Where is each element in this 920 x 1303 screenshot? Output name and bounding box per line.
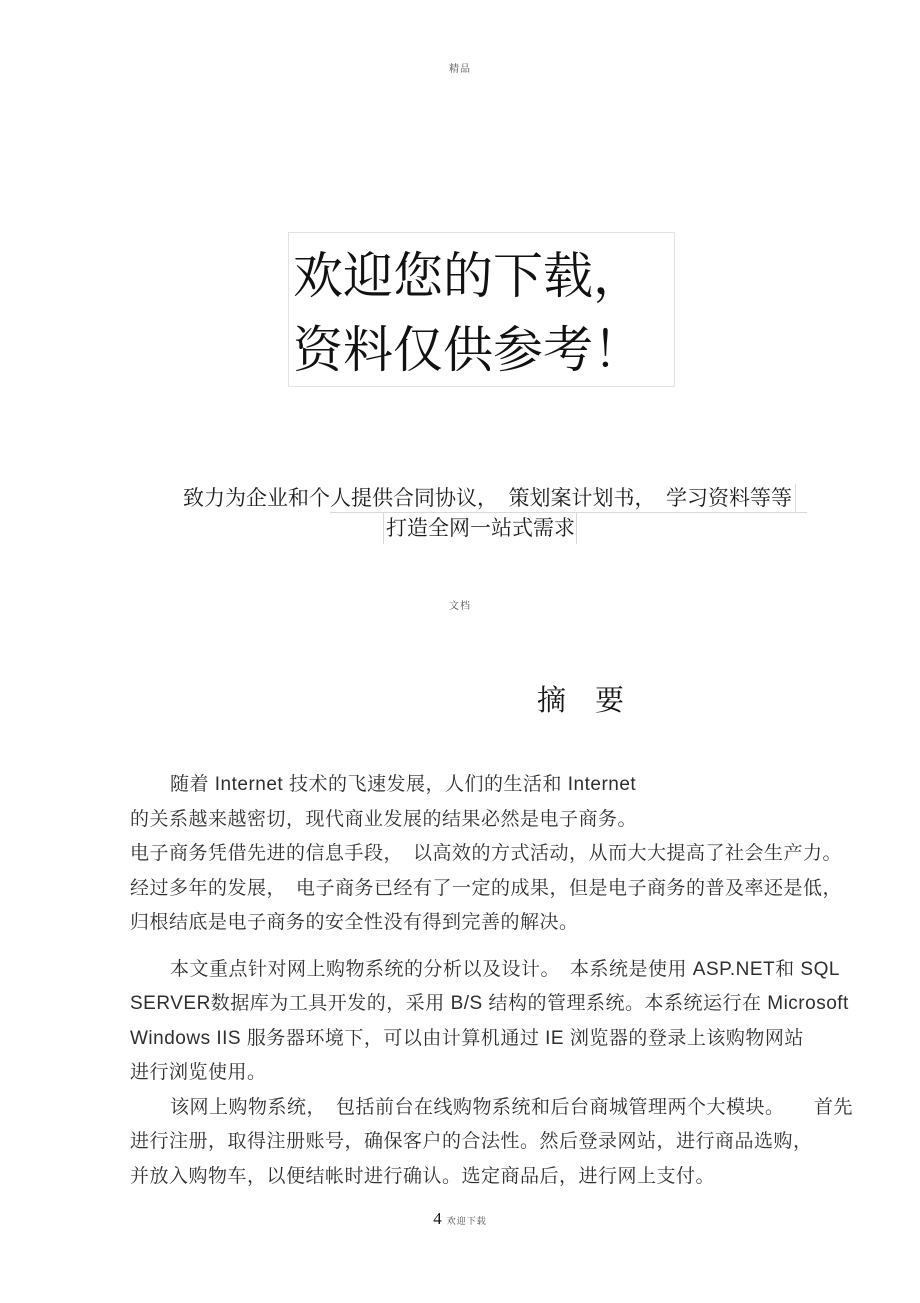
body-line: 进行浏览使用。: [130, 1062, 267, 1083]
body-line: 电子商务凭借先进的信息手段， 以高效的方式活动，从而大大提高了社会生产力。: [130, 843, 843, 864]
page-number: 4: [433, 1209, 442, 1228]
watermark-top-label: 精品: [449, 64, 471, 75]
abstract-heading: 摘 要: [537, 685, 625, 717]
tagline-line-2: 打造全网一站式需求: [383, 512, 577, 544]
download-title-box: [288, 232, 675, 387]
title-line-2: 资料仅供参考！: [293, 322, 643, 378]
tagline-line-1: 致力为企业和个人提供合同协议， 策划案计划书， 学习资料等等: [183, 484, 796, 512]
body-line: 进行注册，取得注册账号，确保客户的合法性。然后登录网站，进行商品选购，: [130, 1131, 813, 1152]
watermark-mid-label: 文档: [449, 601, 471, 612]
title-line-1: 欢迎您的下载，: [293, 248, 643, 304]
footer-download-label: 欢迎下载: [446, 1216, 487, 1226]
body-line: SERVER数据库为工具开发的，采用 B/S 结构的管理系统。本系统运行在 Microsoft: [130, 993, 849, 1014]
page-footer: [0, 1209, 920, 1229]
body-line: Windows IIS 服务器环境下，可以由计算机通过 IE 浏览器的登录上该购物网站: [130, 1027, 804, 1049]
body-line: 本文重点针对网上购物系统的分析以及设计。 本系统是使用 ASP.NET和 SQL: [170, 958, 840, 980]
body-line: 的关系越来越密切，现代商业发展的结果必然是电子商务。: [130, 808, 638, 830]
body-line: 经过多年的发展， 电子商务已经有了一定的成果，但是电子商务的普及率还是低，: [130, 877, 843, 899]
body-line: 该网上购物系统， 包括前台在线购物系统和后台商城管理两个大模块。 首先: [170, 1096, 854, 1118]
body-line: 随着 Internet 技术的飞速发展，人们的生活和 Internet: [170, 774, 637, 795]
body-line: 归根结底是电子商务的安全性没有得到完善的解决。: [130, 912, 579, 933]
body-line: 并放入购物车，以便结帐时进行确认。选定商品后，进行网上支付。: [130, 1165, 716, 1187]
abstract-body: [130, 768, 854, 1194]
